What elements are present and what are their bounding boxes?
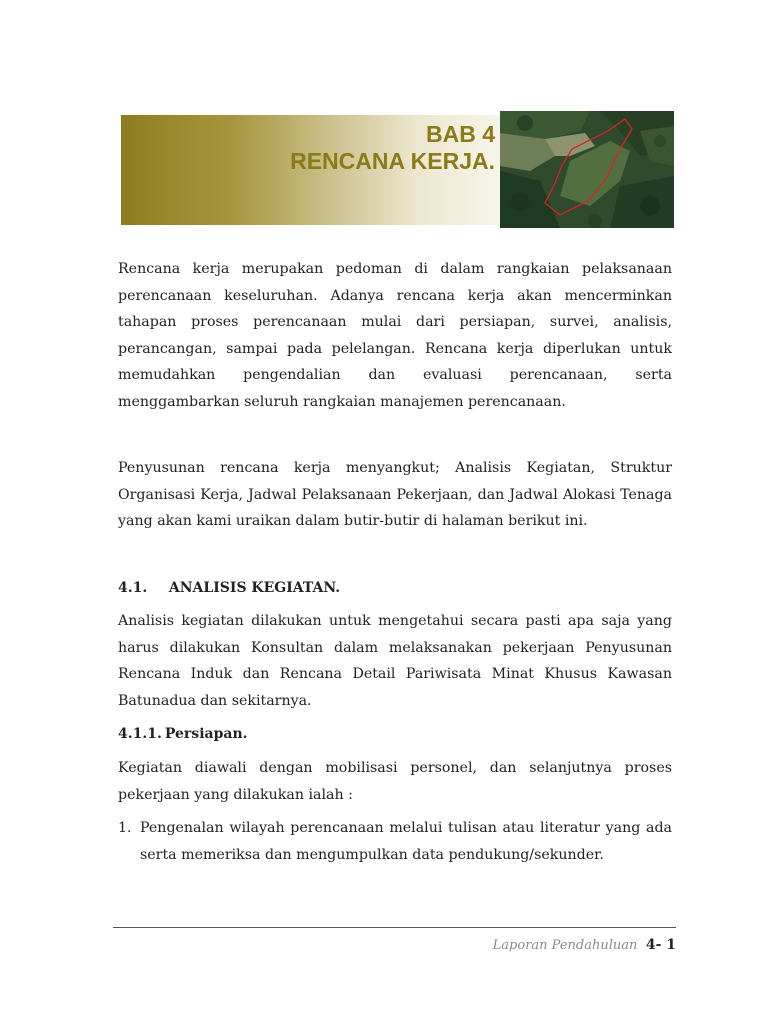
footer-report-label: Laporan Pendahuluan (492, 938, 638, 953)
page-number: 4- 1 (645, 937, 676, 953)
aerial-photo-graphic (500, 111, 674, 228)
aerial-site-photo (500, 111, 674, 228)
chapter-name: RENCANA KERJA. (290, 148, 495, 174)
section-heading-4-1-1 (118, 726, 248, 742)
section-title: ANALISIS KEGIATAN. (168, 580, 341, 596)
intro-paragraph: Rencana kerja merupakan pedoman di dalam rangkaian pelaksanaan perencanaan keseluruhan. Adanya rencana kerja akan mencerminkan tahapan proses perencanaan mulai dari persiapan, survei, analisis, perancangan, sampai pada pelelangan. Rencana kerja diperlukan untuk memudahkan pengendalian dan evaluasi perencanaan, serta menggambarkan seluruh rangkaian manajemen perencanaan. (118, 261, 672, 410)
persiapan-paragraph: Kegiatan diawali dengan mobilisasi personel, dan selanjutnya proses pekerjaan yang dilakukan ialah : (118, 760, 672, 803)
list-marker: 1. (118, 820, 132, 836)
subsection-title: Persiapan. (164, 726, 248, 742)
scope-paragraph: Penyusunan rencana kerja menyangkut; Analisis Kegiatan, Struktur Organisasi Kerja, Jadwal Pelaksanaan Pekerjaan, dan Jadwal Alokasi Tenaga yang akan kami uraikan dalam butir-butir di halaman berikut ini. (118, 460, 672, 529)
chapter-number: BAB 4 (425, 121, 495, 147)
list-item (118, 815, 672, 868)
chapter-title (290, 121, 495, 175)
page-footer (493, 937, 676, 953)
section-heading-4-1 (118, 580, 340, 596)
footer-divider (113, 927, 676, 928)
list-item-text: Pengenalan wilayah perencanaan melalui tulisan atau literatur yang ada serta memeriksa dan mengumpulkan data pendukung/sekunder. (140, 820, 672, 863)
chapter-banner (121, 115, 501, 225)
section-number: 4.1. (118, 580, 148, 596)
subsection-number: 4.1.1. (118, 726, 162, 742)
analisis-paragraph: Analisis kegiatan dilakukan untuk mengetahui secara pasti apa saja yang harus dilakukan Konsultan dalam melaksanakan pekerjaan Penyusunan Rencana Induk dan Rencana Detail Pariwisata Minat Khusus Kawasan Batunadua dan sekitarnya. (118, 613, 672, 709)
